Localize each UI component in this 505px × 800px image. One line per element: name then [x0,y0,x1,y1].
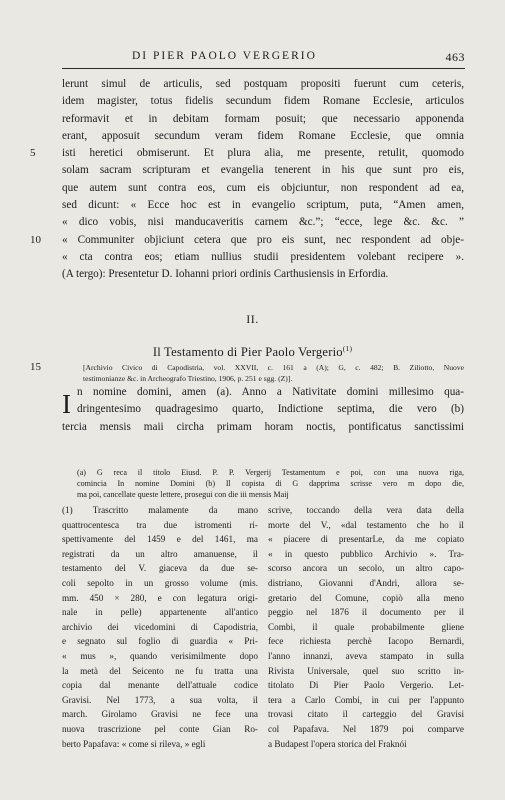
footnote-line: scrive, toccando della vera data della [268,505,464,515]
footnote [62,503,464,753]
footnote-line: Gravisi. Nel 1773, a sua volta, il [62,694,258,705]
text-line: que autem sunt contra eos, cum eis objciuntur, non respondent ad ea, [62,181,464,194]
text-line: 10 « Communiter objiciunt cetera que pro eis sunt, nec respondent ad obje- [62,232,464,249]
running-head-title: DI PIER PAOLO VERGERIO [132,50,317,62]
text-line: erant, apposuit secundum veram fidem Romane Ecclesie, que omnia [62,129,464,142]
text-line: idem magister, totus fidelis secundum fidem Romane Ecclesie, articulos [62,95,464,108]
footnote-line: gretario del Comune, copiò alla meno [268,592,464,603]
text-line: (A tergo): Presentetur D. Iohanni priori ordinis Carthusiensis in Erfordia. [62,268,389,281]
footnote-line: trovasi citato il carteggio del Gravisi [268,709,464,720]
footnote-line: fece richiesta perchè Iacopo Bernardi, [268,636,464,647]
line-number: 5 [30,147,36,160]
footnote-line: distriano, Giovanni d'Andri, allora se- [268,577,464,588]
source-line: 15 [Archivio Civico di Capodistria, vol. XXVII, c. 161 a (A); G, c. 482; B. Ziliotto, Nuove [30,361,464,373]
text-line: lerunt simul de articulis, sed postquam propositi fuerunt cum ceteris, [62,78,464,90]
apparatus-line: (a) G reca il titolo Eiusd. P. P. Vergerij Testamentum e poi, con una nuova riga, [77,468,464,477]
footnote-line: e segnato sul foglio di guardia « Pri- [62,636,258,647]
footnote-line: morte del V., «dal testamento che ho il [268,519,464,530]
footnote-line: nale in pelle) appartenente all'antico [62,607,258,618]
header-rule [62,68,465,69]
footnote-column-left [62,503,258,751]
footnote-line: « piacere di presentarLe, da me copiato [268,534,464,545]
footnote-line: archivio dei vicedomini di Capodistria, [62,621,258,632]
heading-text: Il Testamento di Pier Paolo Vergerio [152,345,343,360]
footnote-line: col Papafava. Nel 1879 poi comparve [268,723,464,734]
footnote-line: « in questo pubblico Archivio ». Tra- [268,548,464,559]
footnote-line: copia dal menante dell'attuale codice [62,680,258,691]
footnote-line: coli sepolto in un grosso volume (mis. [62,577,258,588]
footnote-line: l'anno innanzi, aveva stampato in sulla [268,650,464,661]
page-number: 463 [445,50,465,64]
footnote-line: tera a Carlo Combi, in cui per l'appunto [268,694,464,705]
footnote-line: quattrocentesca tra due istromenti ri- [62,519,258,530]
line-number: 10 [30,233,41,246]
footnote-line: a Budapest l'opera storica del Fraknói [268,738,407,749]
text-line: « dico vobis, nisi manducaveritis carnem &c.”; “ecce, lege &c. &c. ” [62,216,464,229]
text-line: reformavit et in debitam formam posuit; que necessario apponenda [62,112,464,125]
text-line: solam sacram scripturam et evangelia tenerent in his que sunt pro eis, [62,164,464,177]
source-line: testimonianze &c. in Archeografo Triestino, 1906, p. 251 e sgg. (Z)]. [83,374,293,383]
drop-initial: I [62,389,71,419]
footnote-line: nuova trascrizione pel conte Gian Ro- [62,723,258,734]
text-line: dringentesimo quadragesimo quarto, Indictione septima, die vero (b) [77,403,464,416]
footnote-line: titolato Di Pier Paolo Vergerio. Let- [268,680,464,691]
main-text [30,76,464,284]
footnote-line: spettivamente del 1459 e del 1461, ma [62,534,258,545]
text-line: « cta contra eos; etiam nullius studii presidentem volebant recipere ». [62,250,464,263]
footnote-line: « mus », quando verisimilmente dopo [62,650,258,661]
source-note [30,361,464,384]
text-line: tercia mensis maii circha primam horam noctis, pontificatus sanctissimi [62,420,464,433]
footnote-line: testamento del V. giaceva da due se- [62,563,258,574]
text-line: n nomine domini, amen (a). Anno a Nativitate domini millesimo qua- [77,386,464,398]
apparatus-line: comincia In nomine Domini (b) Il copista di G dapprima scrisse vero m dopo die, [77,479,464,488]
document-heading [0,344,505,360]
line-number: 15 [30,361,41,373]
footnote-line: registrati da un altro amanuense, il [62,548,258,559]
text-line: sed dicunt: « Ecce hoc est in evangelio scriptum, puta, “Amen amen, [62,199,464,212]
footnote-line: scorso ancora un secolo, un altro capo- [268,563,464,574]
running-head [62,50,465,70]
footnote-line: peggio nel 1876 il documento per il [268,607,464,618]
footnote-line: berto Papafava: « come si rileva, » egli [62,738,206,749]
document-text [62,384,464,436]
footnote-line: Rivista Universale, quel suo scritto in- [268,665,464,676]
apparatus-line: ma poi, cancellate queste lettere, prosegui con die iii mensis Maij [77,490,289,499]
footnote-line: (1) Trascritto malamente da mano [62,505,258,515]
critical-apparatus [77,467,464,500]
text-line: 5 isti heretici obmiserunt. Et plura alia, me presente, retulit, quomodo [62,145,464,162]
footnote-line: Combi, il quale probabilmente gliene [268,621,464,632]
footnote-line: la metà del Seicento ne fu tratta una [62,665,258,676]
footnote-line: mm. 450 × 280, e con legatura origi- [62,592,258,603]
footnote-line: march. Girolamo Gravisi ne fece una [62,709,258,720]
footnote-ref: (1) [342,344,353,353]
footnote-column-right [268,503,464,751]
section-number: II. [246,312,259,326]
